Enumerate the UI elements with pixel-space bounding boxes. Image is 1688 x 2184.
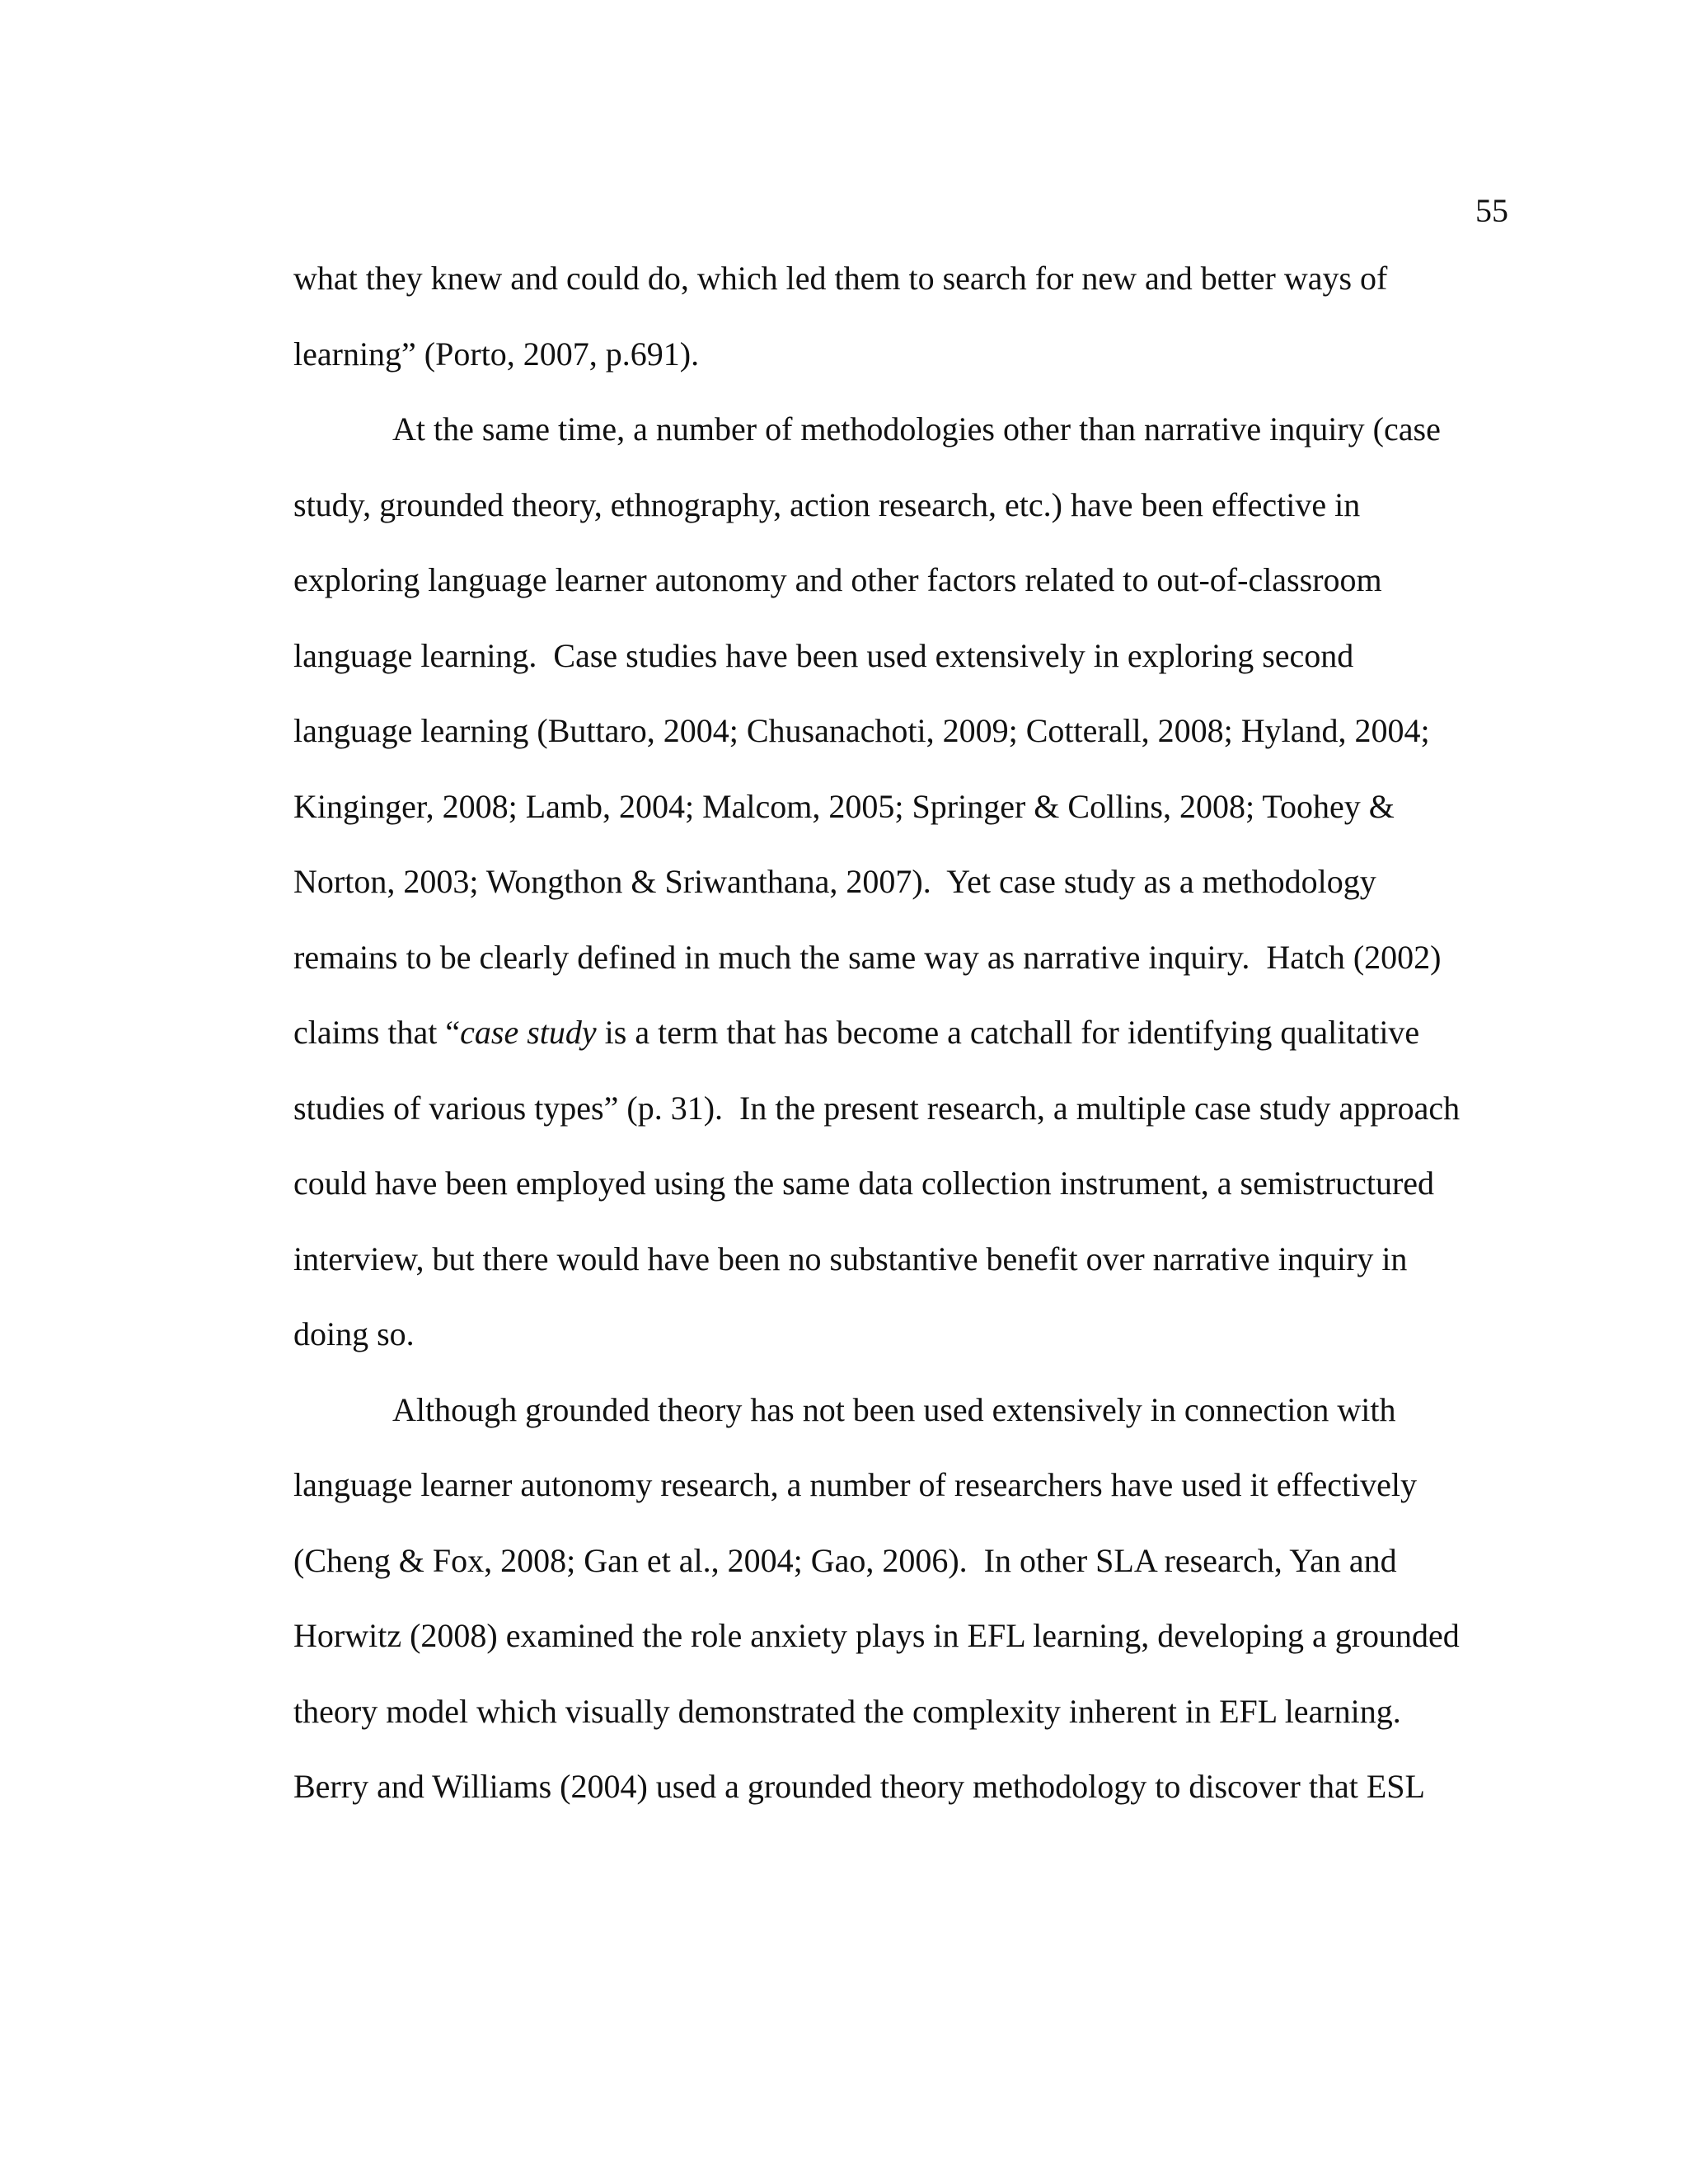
text-line: Horwitz (2008) examined the role anxiety plays in EFL learning, developing a grounded: [293, 1617, 1460, 1654]
text-line: exploring language learner autonomy and other factors related to out-of-classroom: [293, 561, 1382, 598]
page-number: 55: [1475, 192, 1508, 229]
paragraph-first-line: At the same time, a number of methodologies other than narrative inquiry (case: [392, 410, 1441, 448]
text-line: doing so.: [293, 1315, 415, 1352]
text-segment: claims that “: [293, 1014, 461, 1051]
text-line: language learning. Case studies have been used extensively in exploring second: [293, 636, 1354, 674]
text-line: could have been employed using the same data collection instrument, a semistructured: [293, 1165, 1435, 1202]
text-segment: is a term that has become a catchall for identifying qualitative: [596, 1014, 1420, 1051]
text-line: language learner autonomy research, a number of researchers have used it effectively: [293, 1466, 1418, 1503]
text-line: what they knew and could do, which led them to search for new and better ways of: [293, 260, 1388, 297]
text-line: (Cheng & Fox, 2008; Gan et al., 2004; Gao, 2006). In other SLA research, Yan and: [293, 1541, 1397, 1579]
text-line: Norton, 2003; Wongthon & Sriwanthana, 2007). Yet case study as a methodology: [293, 863, 1376, 900]
text-line: language learning (Buttaro, 2004; Chusanachoti, 2009; Cotterall, 2008; Hyland, 2004;: [293, 712, 1430, 749]
text-line: Kinginger, 2008; Lamb, 2004; Malcom, 2005; Springer & Collins, 2008; Toohey &: [293, 787, 1395, 825]
text-line-with-italic: [293, 1010, 1464, 1085]
italic-term: case study: [460, 1014, 597, 1051]
text-line: theory model which visually demonstrated the complexity inherent in EFL learning.: [293, 1692, 1401, 1730]
paragraph-first-line: Although grounded theory has not been used extensively in connection with: [392, 1390, 1396, 1428]
text-line: study, grounded theory, ethnography, action research, etc.) have been effective in: [293, 485, 1361, 523]
body-text: [293, 255, 1464, 1840]
text-line: studies of various types” (p. 31). In the present research, a multiple case study approach: [293, 1089, 1461, 1127]
text-line: learning” (Porto, 2007, p.691).: [293, 335, 700, 373]
text-line: Berry and Williams (2004) used a grounded theory methodology to discover that ESL: [293, 1768, 1425, 1805]
text-line: interview, but there would have been no substantive benefit over narrative inquiry in: [293, 1240, 1408, 1277]
text-line: remains to be clearly defined in much the same way as narrative inquiry. Hatch (2002): [293, 938, 1442, 976]
